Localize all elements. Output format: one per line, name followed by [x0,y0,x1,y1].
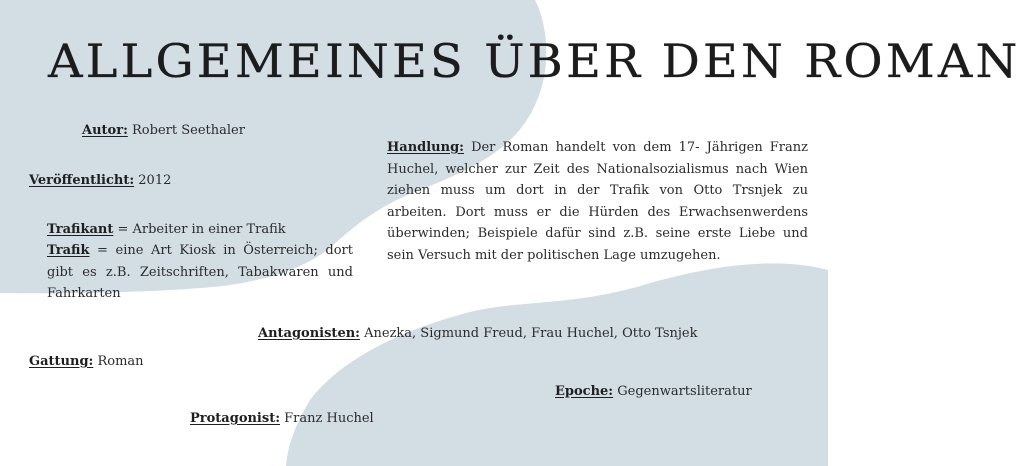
autor-row [82,120,245,142]
trafikant-label: Trafikant [47,222,114,237]
gattung-value: Roman [97,354,144,369]
epoche-row [555,381,752,403]
veroeffentlicht-row [29,170,171,192]
gattung-label: Gattung: [29,354,94,369]
autor-value: Robert Seethaler [132,123,245,138]
autor-label: Autor: [82,123,128,138]
trafikant-value: = Arbeiter in einer Trafik [117,222,286,237]
handlung-value: Der Roman handelt von dem 17- Jährigen Franz Huchel, welcher zur Zeit des Nationalsozialismus nach Wien ziehen muss um dort in der Trafik von Otto Trsnjek zu arbeiten. Dort muss er die Hürden des Erwachsenwerdens überwinden; Beispiele dafür sind z.B. seine erste Liebe und sein Versuch mit der politischen Lage umzugehen. [387,140,808,263]
page-title: ALLGEMEINES ÜBER DEN ROMAN [48,34,1021,88]
epoche-label: Epoche: [555,384,614,399]
bottom-right-blob [286,263,828,466]
trafikant-definition [47,219,353,241]
protagonist-value: Franz Huchel [284,411,374,426]
antagonisten-row [258,323,698,345]
epoche-value: Gegenwartsliteratur [617,384,752,399]
antagonisten-label: Antagonisten: [258,326,360,341]
gattung-row [29,351,144,373]
antagonisten-value: Anezka, Sigmund Freud, Frau Huchel, Otto Tsnjek [364,326,698,341]
trafik-definition [47,240,353,305]
veroeffentlicht-label: Veröffentlicht: [29,173,135,188]
handlung-label: Handlung: [387,140,464,155]
protagonist-row [190,408,374,430]
veroeffentlicht-value: 2012 [138,173,172,188]
protagonist-label: Protagonist: [190,411,280,426]
handlung-paragraph [387,137,808,266]
trafik-label: Trafik [47,243,90,258]
trafik-value: = eine Art Kiosk in Österreich; dort gibt es z.B. Zeitschriften, Tabakwaren und Fahrkarten [47,243,353,301]
